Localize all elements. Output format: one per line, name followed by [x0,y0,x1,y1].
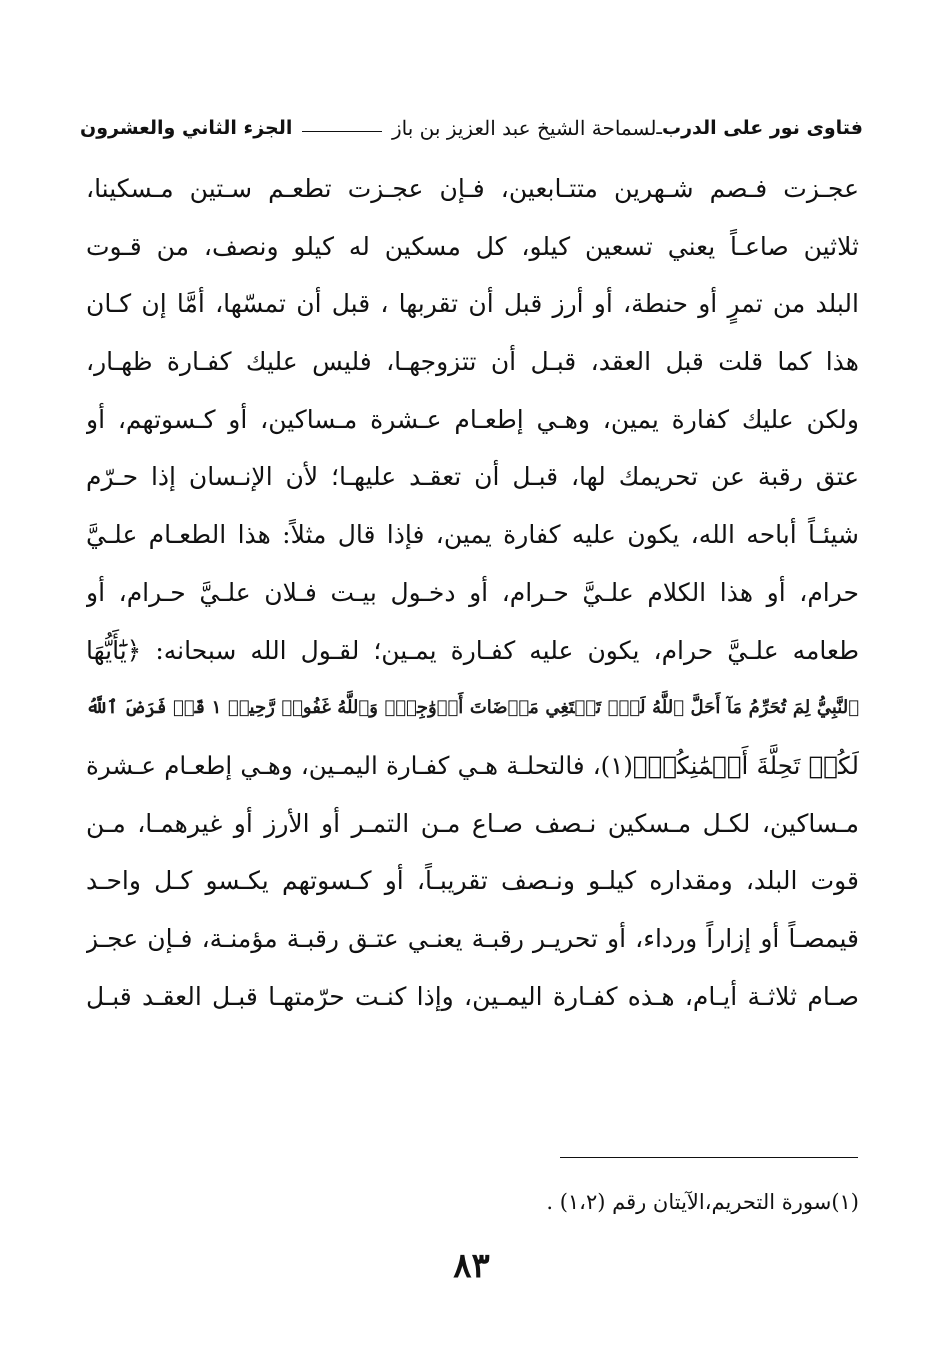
author-name: لسماحة الشيخ عبد العزيز بن باز [392,116,657,140]
text-line: شيئـاً أباحه الله، يكون عليه كفارة يمين، فإذا قال مثلاً: هذا الطعـام علـيَّ [86,520,859,550]
footnote: (١)سورة التحريم،الآيتان رقم (١،٢) . [546,1190,859,1214]
text-line: البلد من تمرٍ أو حنطة، أو أرز قبل أن تقربها ، قبل أن تمسّها، أمَّا إن كـان [86,289,859,319]
page-number: ٨٣ [453,1246,490,1286]
text-line: صـام ثلاثـة أيـام، هـذه كفـارة اليمـين، وإذا كنـت حرّمتهـا قبـل العقـد قبـل [86,981,859,1011]
volume-part: الجزء الثاني والعشرون [80,117,293,139]
text-line: هذا كما قلت قبل العقد، قبـل أن تتزوجهـا، فليس عليك كفـارة ظهـار، [86,347,859,377]
text-line: قيمصـاً أو إزاراً ورداء، أو تحريـر رقبـة يعنـي عتـق رقبـة مؤمنـة، فـإن عجـز [86,923,859,953]
text-line: طعامه علـيَّ حرام، يكون عليه كفـارة يمـين؛ لقـول الله سبحانه: ﴿يَٰٓأَيُّهَا [86,635,859,665]
running-header [80,108,863,148]
text-line: مـساكين، لكـل مـسكين نـصف صـاع مـن التمـر أو الأرز أو غيرهمـا، مـن [86,808,859,838]
text-line: ثلاثين صاعـاً يعني تسعين كيلو، كل مسكين له كيلو ونصف، من قـوت [86,231,859,261]
header-rule [302,131,382,132]
header-separator: ـ [656,117,662,139]
body-text [86,160,859,1025]
text-line: حرام، أو هذا الكلام علـيَّ حـرام، أو دخـول بيـت فـلان علـيَّ حـرام، أو [86,577,859,607]
text-line: قوت البلد، ومقداره كيلـو ونـصف تقريبـاً، أو كـسوتهم يكـسو كـل واحـد [86,866,859,896]
text-line: لَكُمۡ تَحِلَّةَ أَيۡمَٰنِكُمۡ﴾(١)، فالتحلـة هـي كفـارة اليمـين، وهـي إطعـام عـشرة [86,750,859,780]
book-title: فتاوى نور على الدرب [662,117,863,139]
footnote-divider [560,1157,858,1158]
quran-verse-line: ٱلنَّبِيُّ لِمَ تُحَرِّمُ مَآ أَحَلَّ ٱللَّهُ لَكَۖ تَبۡتَغِي مَرۡضَاتَ أَزۡوَٰجِكَۚ وَٱللَّهُ غَفُورٞ رَّحِيمٞ ١ قَدۡ فَرَضَ ٱللَّهُ [86,697,859,719]
text-line: عتق رقبة عن تحريمك لها، قبـل أن تعقـد عليهـا؛ لأن الإنـسان إذا حـرّم [86,462,859,492]
text-line: ولكن عليك كفارة يمين، وهـي إطعـام عـشرة مـساكين، أو كـسوتهم، أو [86,404,859,434]
text-line: عجـزت فـصم شـهرين متتـابعين، فـإن عجـزت تطعـم سـتين مـسكينا، [86,174,859,203]
